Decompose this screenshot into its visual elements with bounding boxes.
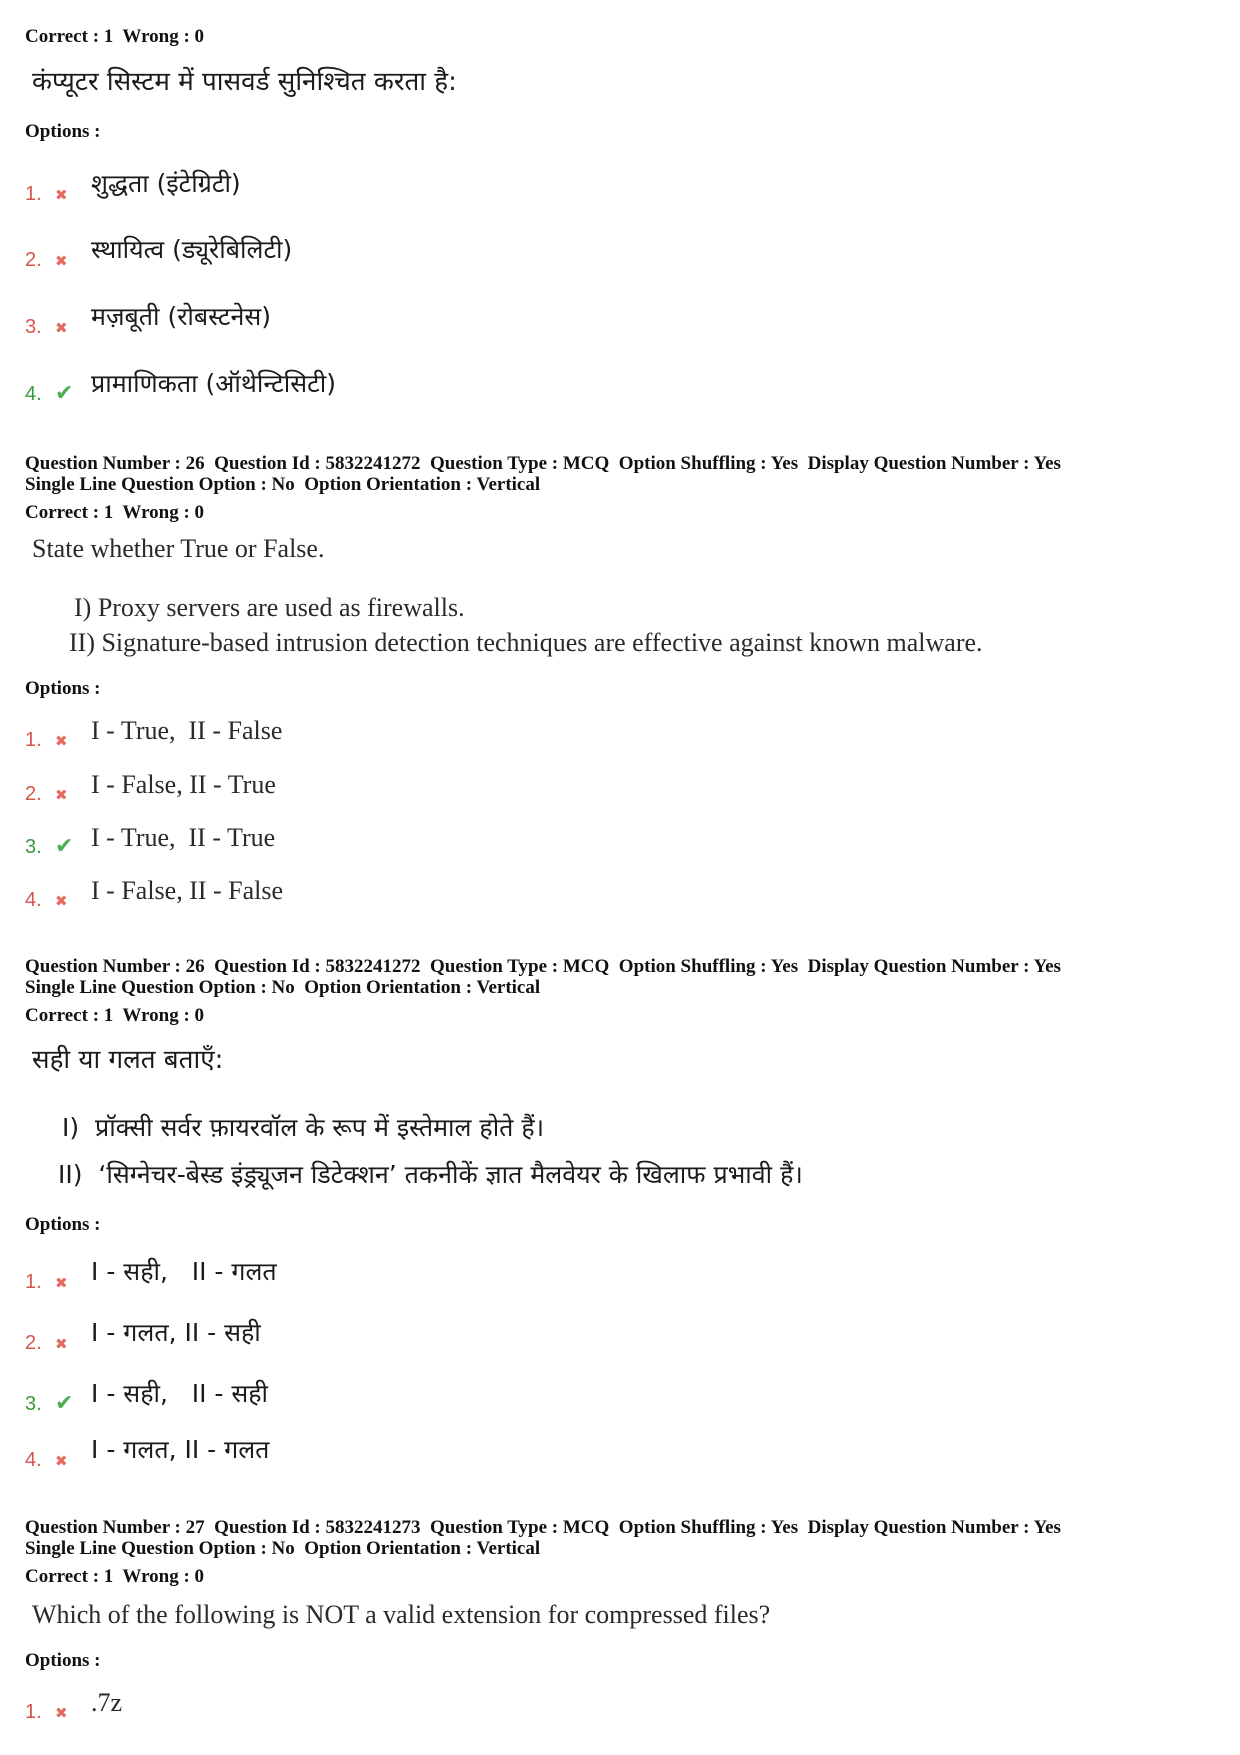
- option-item[interactable]: [25, 295, 1025, 339]
- option-number: 4.: [25, 383, 42, 405]
- wrong-mark-icon: ✖: [55, 892, 68, 910]
- question-meta-line2: Single Line Question Option : No Option Orientation : Vertical: [25, 977, 541, 998]
- option-number: 4.: [25, 889, 42, 911]
- option-item[interactable]: [25, 362, 1025, 406]
- option-number: 2.: [25, 1332, 42, 1354]
- wrong-mark-icon: ✖: [55, 186, 68, 204]
- wrong-mark-icon: ✖: [55, 252, 68, 270]
- question-meta-line2: Single Line Question Option : No Option Orientation : Vertical: [25, 474, 541, 495]
- option-text: स्थायित्व (ड्यूरेबिलिटी): [91, 235, 293, 264]
- statement-1: I) Proxy servers are used as firewalls.: [74, 593, 465, 622]
- option-text: शुद्धता (इंटेग्रिटी): [91, 169, 241, 198]
- correct-check-icon: ✔: [55, 381, 74, 406]
- option-number: 1.: [25, 729, 42, 751]
- wrong-mark-icon: ✖: [55, 732, 68, 750]
- wrong-mark-icon: ✖: [55, 786, 68, 804]
- options-label: Options :: [25, 1650, 101, 1671]
- options-label: Options :: [25, 1214, 101, 1235]
- option-item[interactable]: [25, 228, 1025, 272]
- option-text: .7z: [91, 1688, 123, 1717]
- wrong-mark-icon: ✖: [55, 1704, 68, 1722]
- option-number: 1.: [25, 1701, 42, 1723]
- wrong-mark-icon: ✖: [55, 1335, 68, 1353]
- option-text: I - True, II - True: [91, 823, 276, 852]
- option-number: 1.: [25, 1271, 42, 1293]
- correct-wrong-marks: Correct : 1 Wrong : 0: [25, 1566, 205, 1587]
- option-item[interactable]: [25, 1680, 1025, 1724]
- wrong-mark-icon: ✖: [55, 1274, 68, 1292]
- option-item[interactable]: [25, 162, 1025, 206]
- option-text: I - गलत, II - गलत: [91, 1435, 270, 1464]
- option-number: 2.: [25, 249, 42, 271]
- option-text: प्रामाणिकता (ऑथेन्टिसिटी): [91, 369, 336, 398]
- option-text: I - False, II - True: [91, 770, 276, 799]
- option-text: I - True, II - False: [91, 716, 283, 745]
- option-number: 2.: [25, 783, 42, 805]
- option-item[interactable]: [25, 868, 1025, 912]
- question-text: Which of the following is NOT a valid extension for compressed files?: [32, 1600, 771, 1629]
- statement-2: II) ‘सिग्नेचर-बेस्ड इंड्र्यूजन डिटेक्शन’ तकनीकें ज्ञात मैलवेयर के खिलाफ प्रभावी हैं।: [58, 1160, 803, 1189]
- option-number: 4.: [25, 1449, 42, 1471]
- wrong-mark-icon: ✖: [55, 319, 68, 337]
- option-item[interactable]: [25, 1372, 1025, 1416]
- statement-1: I) प्रॉक्सी सर्वर फ़ायरवॉल के रूप में इस्तेमाल होते हैं।: [62, 1113, 545, 1142]
- question-meta-line1: Question Number : 26 Question Id : 5832241272 Question Type : MCQ Option Shuffling : Yes Display Question Number : Yes: [25, 956, 1061, 977]
- option-number: 3.: [25, 1393, 42, 1415]
- wrong-mark-icon: ✖: [55, 1452, 68, 1470]
- option-number: 3.: [25, 316, 42, 338]
- option-text: I - सही, II - सही: [91, 1379, 269, 1408]
- option-text: मज़बूती (रोबस्टनेस): [91, 302, 272, 331]
- option-item[interactable]: [25, 1250, 1025, 1294]
- question-text: कंप्यूटर सिस्टम में पासवर्ड सुनिश्चित करता है:: [32, 67, 457, 97]
- question-meta-line1: Question Number : 26 Question Id : 5832241272 Question Type : MCQ Option Shuffling : Yes Display Question Number : Yes: [25, 453, 1061, 474]
- question-text: State whether True or False.: [32, 534, 325, 563]
- question-text: सही या गलत बताएँ:: [32, 1045, 224, 1075]
- options-label: Options :: [25, 678, 101, 699]
- correct-wrong-marks: Correct : 1 Wrong : 0: [25, 26, 205, 47]
- option-number: 3.: [25, 836, 42, 858]
- option-text: I - सही, II - गलत: [91, 1257, 277, 1286]
- correct-wrong-marks: Correct : 1 Wrong : 0: [25, 1005, 205, 1026]
- option-item[interactable]: [25, 762, 1025, 806]
- option-item[interactable]: [25, 1311, 1025, 1355]
- question-meta-line1: Question Number : 27 Question Id : 5832241273 Question Type : MCQ Option Shuffling : Yes Display Question Number : Yes: [25, 1517, 1061, 1538]
- question-meta-line2: Single Line Question Option : No Option Orientation : Vertical: [25, 1538, 541, 1559]
- options-label: Options :: [25, 121, 101, 142]
- correct-check-icon: ✔: [55, 834, 74, 859]
- correct-check-icon: ✔: [55, 1391, 74, 1416]
- option-item[interactable]: [25, 1428, 1025, 1472]
- correct-wrong-marks: Correct : 1 Wrong : 0: [25, 502, 205, 523]
- option-text: I - गलत, II - सही: [91, 1318, 261, 1347]
- statement-2: II) Signature-based intrusion detection techniques are effective against known malware.: [69, 628, 983, 657]
- option-item[interactable]: [25, 708, 1025, 752]
- option-number: 1.: [25, 183, 42, 205]
- option-item[interactable]: [25, 815, 1025, 859]
- option-text: I - False, II - False: [91, 876, 284, 905]
